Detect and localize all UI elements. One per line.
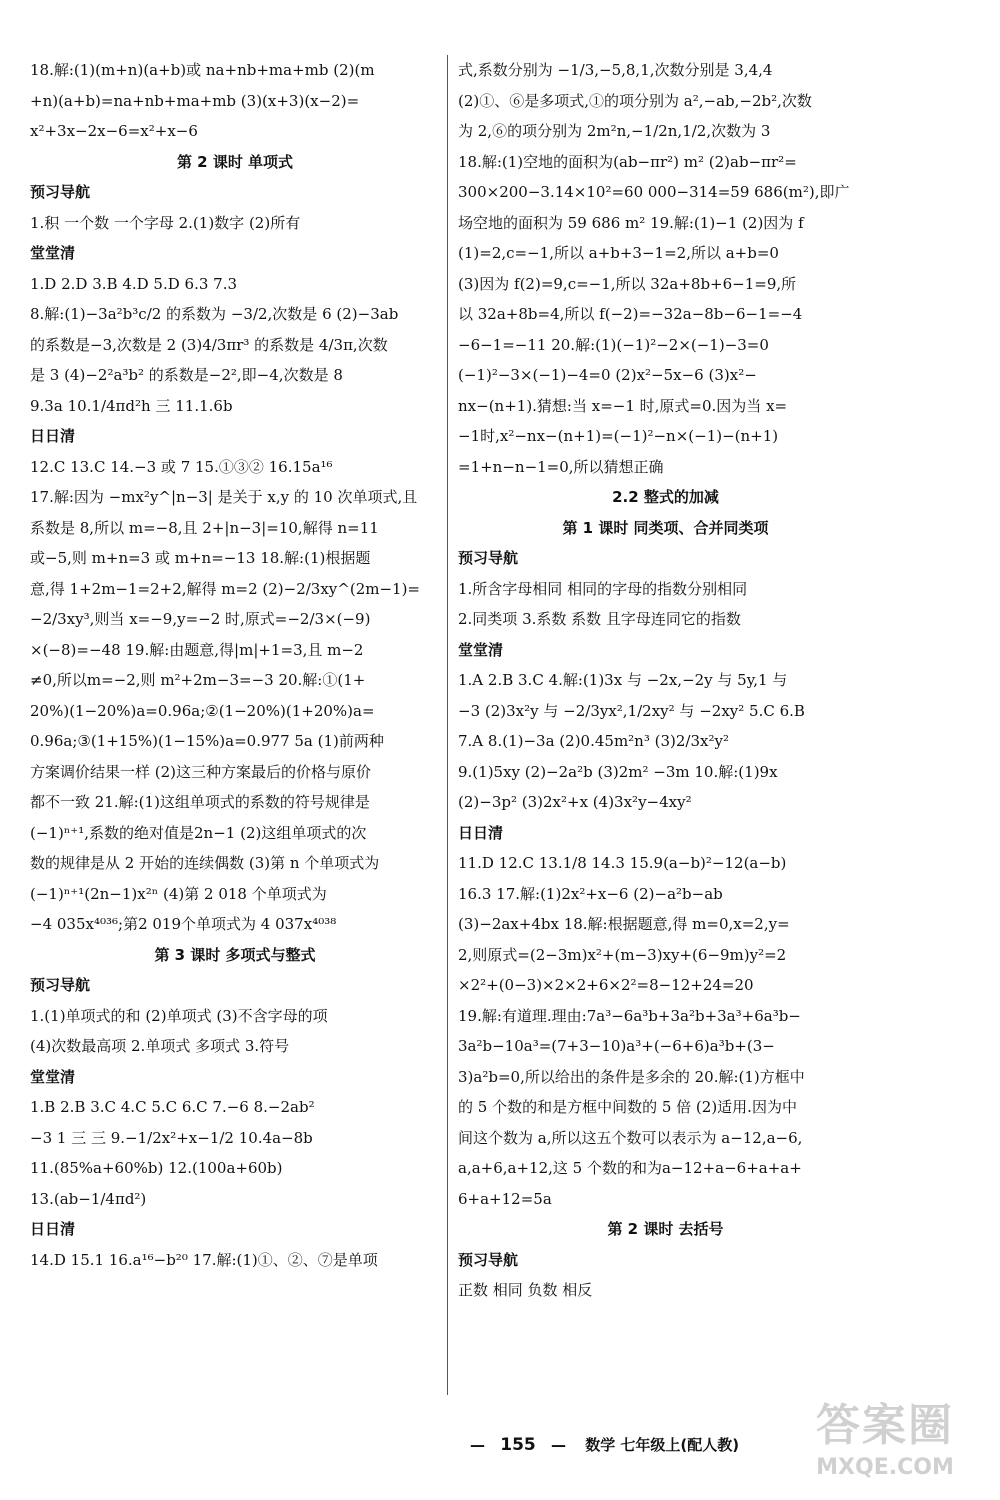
answer-line: 为 2,⑥的项分别为 2m²n,−1/2n,1/2,次数为 3 — [458, 122, 771, 140]
section-heading: 堂堂清 — [30, 244, 76, 262]
lesson-title: 第 1 课时 同类项、合并同类项 — [562, 518, 769, 537]
lesson-title: 第 2 课时 单项式 — [176, 152, 294, 171]
footer-subject: 数学 七年级上(配人教) — [585, 1436, 740, 1454]
section-heading: 预习导航 — [30, 976, 91, 994]
answer-line: −3 1 三 三 9.−1/2x²+x−1/2 10.4a−8b — [30, 1128, 313, 1147]
answer-line: 11.D 12.C 13.1/8 14.3 15.9(a−b)²−12(a−b) — [458, 854, 787, 872]
answer-line: (2)−3p² (3)2x²+x (4)3x²y−4xy² — [458, 793, 692, 811]
footer-dash-right: — — [550, 1436, 566, 1454]
answer-line: 17.解:因为 −mx²y^|n−3| 是关于 x,y 的 10 次单项式,且 — [30, 488, 418, 506]
answer-line: 18.解:(1)(m+n)(a+b)或 na+nb+ma+mb (2)(m — [30, 61, 375, 79]
section-heading: 堂堂清 — [458, 640, 504, 659]
answer-line: +n)(a+b)=na+nb+ma+mb (3)(x+3)(x−2)= — [30, 91, 360, 110]
watermark-text: 答案圈 — [816, 1400, 954, 1451]
answer-line: 场空地的面积为 59 686 m² 19.解:(1)−1 (2)因为 f — [458, 213, 804, 232]
left-column — [30, 55, 440, 1275]
answer-line: 19.解:有道理.理由:7a³−6a³b+3a²b+3a³+6a³b− — [458, 1006, 801, 1025]
answer-line: 3)a²b=0,所以给出的条件是多余的 20.解:(1)方框中 — [458, 1067, 805, 1086]
answer-line: 间这个数为 a,所以这五个数可以表示为 a−12,a−6, — [458, 1128, 803, 1147]
lesson-title: 2.2 整式的加减 — [612, 488, 719, 506]
answer-line: 16.3 17.解:(1)2x²+x−6 (2)−a²b−ab — [458, 884, 723, 903]
answer-line: x²+3x−2x−6=x²+x−6 — [30, 122, 198, 140]
answer-line: 7.A 8.(1)−3a (2)0.45m²n³ (3)2/3x²y² — [458, 732, 729, 750]
answer-line: 0.96a;③(1+15%)(1−15%)a=0.977 5a (1)前两种 — [30, 732, 384, 750]
answer-line: 或−5,则 m+n=3 或 m+n=−13 18.解:(1)根据题 — [30, 549, 371, 567]
answer-line: 数的规律是从 2 开始的连续偶数 (3)第 n 个单项式为 — [30, 854, 380, 872]
column-divider — [447, 55, 448, 1395]
answer-line: a,a+6,a+12,这 5 个数的和为a−12+a−6+a+a+ — [458, 1159, 802, 1177]
section-heading: 日日清 — [458, 823, 504, 842]
answer-line: 正数 相同 负数 相反 — [458, 1281, 593, 1299]
page-footer — [470, 1434, 739, 1455]
lesson-title: 第 3 课时 多项式与整式 — [154, 945, 316, 964]
answer-line: 9.(1)5xy (2)−2a²b (3)2m² −3m 10.解:(1)9x — [458, 762, 778, 781]
answer-line: 20%)(1−20%)a=0.96a;②(1−20%)(1+20%)a= — [30, 701, 375, 720]
answer-line: ×2²+(0−3)×2×2+6×2²=8−12+24=20 — [458, 976, 754, 994]
answer-line: 9.3a 10.1/4πd²h 三 11.1.6b — [30, 396, 233, 415]
section-heading: 堂堂清 — [30, 1067, 76, 1086]
answer-line: 式,系数分别为 −1/3,−5,8,1,次数分别是 3,4,4 — [458, 61, 773, 79]
answer-line: 1.所含字母相同 相同的字母的指数分别相同 — [458, 579, 748, 598]
answer-line: 都不一致 21.解:(1)这组单项式的系数的符号规律是 — [30, 793, 370, 811]
answer-line: (−1)²−3×(−1)−4=0 (2)x²−5x−6 (3)x²− — [458, 366, 757, 384]
page-number: 155 — [500, 1435, 536, 1455]
answer-line: (−1)ⁿ⁺¹(2n−1)x²ⁿ (4)第 2 018 个单项式为 — [30, 884, 327, 903]
section-heading: 预习导航 — [458, 1250, 519, 1269]
watermark-logo — [790, 1397, 980, 1492]
answer-line: −1时,x²−nx−(n+1)=(−1)²−n×(−1)−(n+1) — [458, 427, 779, 445]
answer-line: 意,得 1+2m−1=2+2,解得 m=2 (2)−2/3xy^(2m−1)= — [30, 579, 421, 598]
answer-line: −3 (2)3x²y 与 −2/3yx²,1/2xy² 与 −2xy² 5.C 6.B — [458, 701, 805, 720]
answer-line: 方案调价结果一样 (2)这三种方案最后的价格与原价 — [30, 762, 372, 781]
footer-dash-left: — — [470, 1436, 485, 1454]
answer-line: ×(−8)=−48 19.解:由题意,得|m|+1=3,且 m−2 — [30, 640, 364, 659]
section-heading: 预习导航 — [30, 183, 91, 201]
right-column — [458, 55, 873, 1306]
answer-line: =1+n−n−1=0,所以猜想正确 — [458, 457, 664, 476]
watermark-url: MXQE.COM — [816, 1455, 954, 1480]
answer-line: 以 32a+8b=4,所以 f(−2)=−32a−8b−6−1=−4 — [458, 305, 803, 323]
answer-line: 11.(85%a+60%b) 12.(100a+60b) — [30, 1159, 283, 1177]
answer-line: nx−(n+1).猜想:当 x=−1 时,原式=0.因为当 x= — [458, 396, 788, 415]
answer-line: (1)=2,c=−1,所以 a+b+3−1=2,所以 a+b=0 — [458, 244, 779, 262]
answer-line: 12.C 13.C 14.−3 或 7 15.①③② 16.15a¹⁶ — [30, 457, 333, 476]
answer-line: −6−1=−11 20.解:(1)(−1)²−2×(−1)−3=0 — [458, 335, 769, 354]
answer-line: −2/3xy³,则当 x=−9,y=−2 时,原式=−2/3×(−9) — [30, 610, 371, 628]
answer-line: 2,则原式=(2−3m)x²+(m−3)xy+(6−9m)y²=2 — [458, 945, 787, 964]
answer-line: 系数是 8,所以 m=−8,且 2+|n−3|=10,解得 n=11 — [30, 518, 379, 537]
answer-line: 的系数是−3,次数是 2 (3)4/3πr³ 的系数是 4/3π,次数 — [30, 335, 388, 354]
section-heading: 预习导航 — [458, 549, 519, 567]
answer-line: 3a²b−10a³=(7+3−10)a³+(−6+6)a³b+(3− — [458, 1037, 775, 1055]
answer-line: (−1)ⁿ⁺¹,系数的绝对值是2n−1 (2)这组单项式的次 — [30, 823, 367, 842]
answer-line: 1.A 2.B 3.C 4.解:(1)3x 与 −2x,−2y 与 5y,1 与 — [458, 671, 788, 689]
answer-line: 14.D 15.1 16.a¹⁶−b²⁰ 17.解:(1)①、②、⑦是单项 — [30, 1250, 378, 1269]
answer-line: 6+a+12=5a — [458, 1189, 552, 1208]
answer-line: 1.(1)单项式的和 (2)单项式 (3)不含字母的项 — [30, 1006, 328, 1025]
answer-line: 300×200−3.14×10²=60 000−314=59 686(m²),即广 — [458, 183, 850, 201]
answer-line: 8.解:(1)−3a²b³c/2 的系数为 −3/2,次数是 6 (2)−3ab — [30, 305, 399, 323]
answer-line: 13.(ab−1/4πd²) — [30, 1189, 147, 1208]
answer-line: (4)次数最高项 2.单项式 多项式 3.符号 — [30, 1037, 290, 1055]
answer-line: 1.B 2.B 3.C 4.C 5.C 6.C 7.−6 8.−2ab² — [30, 1098, 315, 1116]
answer-line: −4 035x⁴⁰³⁶;第2 019个单项式为 4 037x⁴⁰³⁸ — [30, 915, 337, 933]
answer-line: (3)因为 f(2)=9,c=−1,所以 32a+8b+6−1=9,所 — [458, 274, 797, 293]
answer-line: ≠0,所以m=−2,则 m²+2m−3=−3 20.解:①(1+ — [30, 671, 366, 689]
answer-line: (2)①、⑥是多项式,①的项分别为 a²,−ab,−2b²,次数 — [458, 91, 812, 110]
answer-line: 2.同类项 3.系数 系数 且字母连同它的指数 — [458, 610, 741, 628]
lesson-title: 第 2 课时 去括号 — [607, 1220, 724, 1238]
answer-line: (3)−2ax+4bx 18.解:根据题意,得 m=0,x=2,y= — [458, 915, 790, 933]
answer-line: 1.D 2.D 3.B 4.D 5.D 6.3 7.3 — [30, 274, 238, 293]
answer-line: 1.积 一个数 一个字母 2.(1)数字 (2)所有 — [30, 213, 301, 232]
section-heading: 日日清 — [30, 1220, 76, 1238]
answer-line: 的 5 个数的和是方框中间数的 5 倍 (2)适用.因为中 — [458, 1098, 797, 1116]
section-heading: 日日清 — [30, 427, 76, 445]
answer-line: 18.解:(1)空地的面积为(ab−πr²) m² (2)ab−πr²= — [458, 152, 797, 171]
answer-line: 是 3 (4)−2²a³b² 的系数是−2²,即−4,次数是 8 — [30, 366, 343, 384]
